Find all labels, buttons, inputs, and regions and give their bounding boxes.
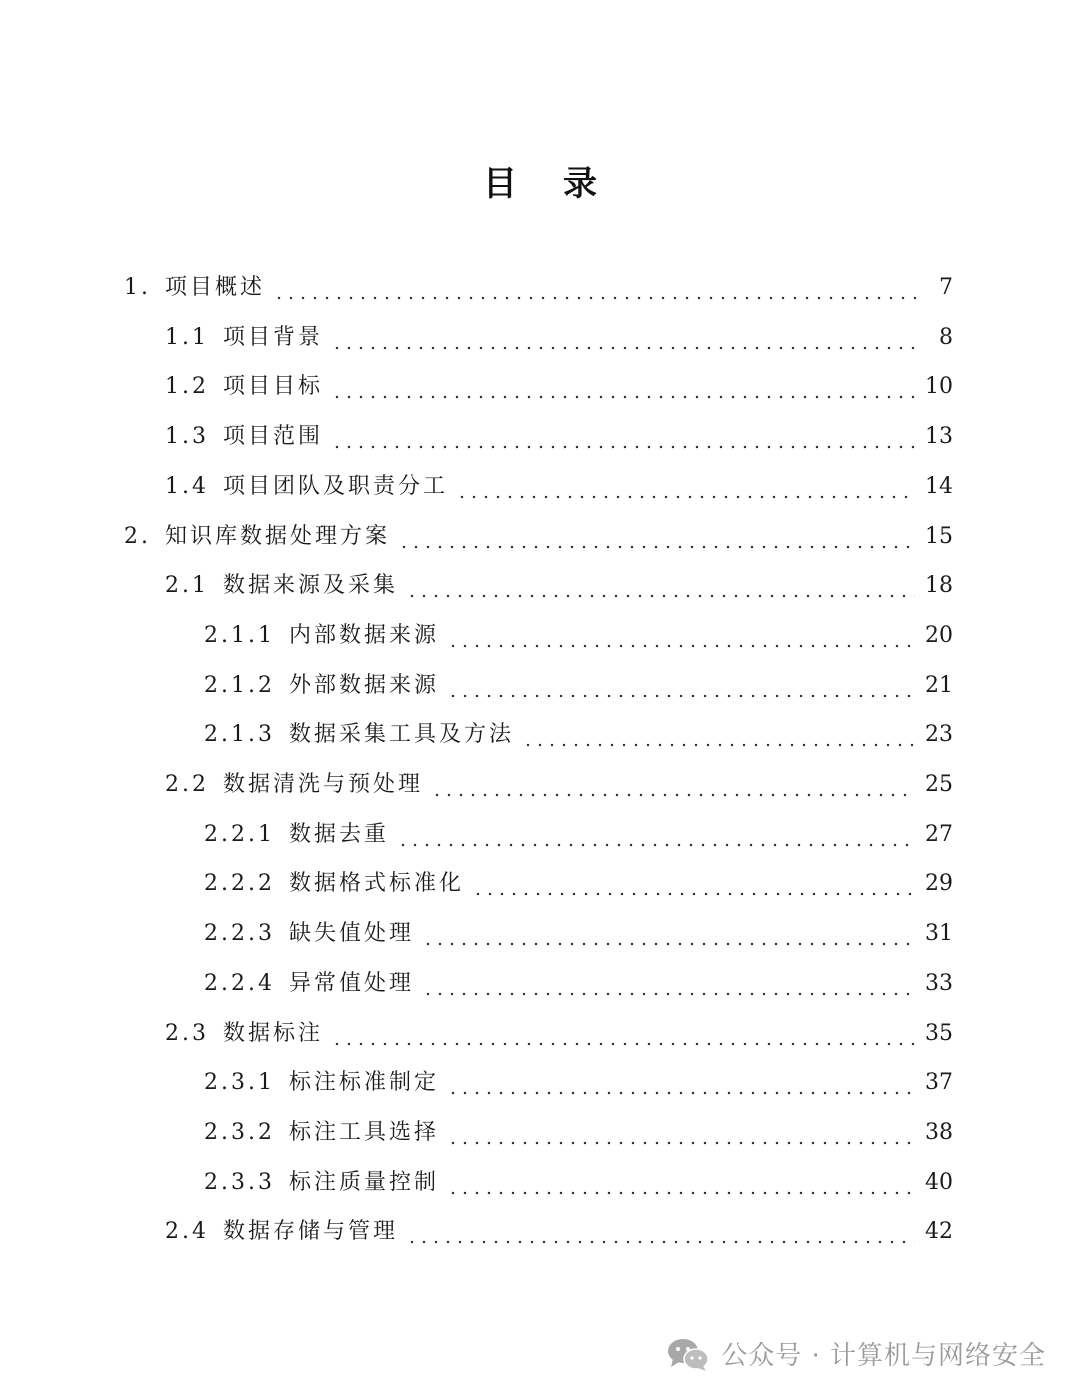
toc-entry-page: 42 [925, 1219, 953, 1245]
toc-entry-page: 21 [925, 672, 953, 698]
toc-dot-leader [422, 942, 915, 946]
toc-dot-leader [398, 545, 915, 549]
toc-dot-leader [331, 1042, 915, 1046]
toc-entry-page: 31 [925, 921, 953, 947]
toc-entry[interactable] [165, 1212, 953, 1252]
toc-dot-leader [447, 644, 915, 648]
toc-dot-leader [447, 1191, 915, 1195]
toc-entry-label: 数据去重 [288, 821, 389, 847]
toc-entry-page: 7 [939, 275, 953, 300]
toc-dot-leader [406, 1240, 915, 1244]
toc-entry[interactable] [204, 1063, 953, 1103]
toc-dot-leader [406, 594, 915, 598]
toc-entry-label: 标注标准制定 [288, 1070, 439, 1096]
toc-entry[interactable] [204, 1113, 953, 1153]
toc-entry-number: 1.2 [165, 374, 209, 400]
toc-entry-page: 8 [939, 324, 953, 350]
toc-entry-number: 1.4 [165, 473, 209, 499]
watermark [667, 1335, 1046, 1372]
toc-entry-page: 13 [925, 424, 953, 450]
toc-entry-label: 数据来源及采集 [223, 573, 399, 599]
toc-entry-number: 2.3.1 [204, 1070, 275, 1096]
toc-entry-page: 10 [925, 374, 953, 400]
toc-entry[interactable] [165, 566, 953, 606]
toc-entry-number: 2.2.4 [204, 970, 275, 996]
toc-entry-number: 2.1.2 [204, 672, 275, 698]
toc-dot-leader [456, 495, 915, 499]
toc-dot-leader [331, 395, 915, 399]
toc-dot-leader [397, 843, 915, 847]
toc-entry[interactable] [165, 765, 953, 805]
toc-entry-number: 2.2.3 [204, 921, 275, 947]
toc-entry[interactable] [204, 815, 953, 855]
toc-entry-label: 标注工具选择 [288, 1119, 439, 1145]
toc-entry[interactable] [204, 1163, 953, 1203]
toc-entry[interactable] [204, 715, 953, 755]
toc-entry-number: 2.1.3 [204, 722, 275, 748]
toc-entry-number: 2.2 [165, 772, 209, 797]
toc-entry[interactable] [165, 467, 953, 507]
toc-entry-page: 23 [925, 722, 953, 748]
toc-entry-number: 2.2.1 [204, 821, 275, 847]
toc-entry-number: 2.4 [165, 1219, 209, 1245]
toc-entry-number: 2.3 [165, 1020, 209, 1046]
toc-entry-page: 27 [925, 821, 953, 847]
toc-entry-label: 数据采集工具及方法 [288, 722, 514, 748]
toc-entry-label: 标注质量控制 [288, 1169, 439, 1195]
toc-entry-label: 数据存储与管理 [223, 1219, 399, 1245]
page-title: 目录 [483, 164, 643, 204]
toc-entry[interactable] [165, 1014, 953, 1054]
toc-entry-page: 20 [925, 622, 953, 648]
toc-entry[interactable] [204, 616, 953, 656]
toc-dot-leader [447, 1091, 915, 1095]
toc-entry-page: 14 [925, 473, 953, 499]
toc-entry-page: 40 [925, 1169, 953, 1195]
toc-entry-page: 15 [925, 523, 953, 549]
wechat-icon [667, 1337, 709, 1371]
watermark-text: 公众号 · 计算机与网络安全 [721, 1341, 1046, 1371]
toc-entry-label: 缺失值处理 [288, 921, 414, 947]
toc-entry-page: 37 [925, 1070, 953, 1096]
toc-entry-label: 项目背景 [223, 324, 324, 350]
toc-dot-leader [422, 992, 915, 996]
toc-entry-page: 35 [925, 1020, 953, 1046]
toc-entry-number: 1. [124, 275, 151, 300]
toc-entry-label: 数据格式标准化 [288, 871, 464, 897]
toc-entry-page: 33 [925, 970, 953, 996]
toc-entry-label: 项目范围 [223, 424, 324, 450]
toc-entry[interactable] [204, 964, 953, 1004]
toc-entry[interactable] [124, 268, 953, 308]
toc-dot-leader [472, 892, 915, 896]
toc-entry[interactable] [165, 417, 953, 457]
toc-entry[interactable] [124, 517, 953, 557]
toc-entry-label: 数据清洗与预处理 [223, 772, 424, 797]
toc-entry-page: 18 [925, 573, 953, 599]
toc-entry[interactable] [204, 864, 953, 904]
toc-entry-number: 2. [124, 523, 151, 549]
toc-entry-number: 1.3 [165, 424, 209, 450]
toc-entry-number: 2.1.1 [204, 622, 275, 648]
toc-entry-label: 外部数据来源 [288, 672, 439, 698]
toc-entry-label: 数据标注 [223, 1020, 324, 1046]
toc-entry-page: 38 [925, 1119, 953, 1145]
toc-entry[interactable] [165, 367, 953, 407]
toc-entry-label: 知识库数据处理方案 [165, 523, 391, 549]
toc-entry-label: 项目团队及职责分工 [223, 473, 449, 499]
toc-dot-leader [331, 346, 919, 350]
toc-dot-leader [273, 296, 919, 300]
toc-entry-number: 2.3.2 [204, 1119, 275, 1145]
toc-dot-leader [431, 793, 915, 797]
toc-entry-number: 2.1 [165, 573, 209, 599]
toc-dot-leader [331, 445, 915, 449]
toc-dot-leader [447, 694, 915, 698]
toc-dot-leader [522, 743, 915, 747]
toc-entry[interactable] [204, 914, 953, 954]
toc-entry-label: 项目概述 [165, 275, 266, 300]
toc-entry-page: 29 [925, 871, 953, 897]
toc-entry[interactable] [204, 666, 953, 706]
toc-entry-number: 2.2.2 [204, 871, 275, 897]
toc-entry-label: 项目目标 [223, 374, 324, 400]
toc-entry[interactable] [165, 318, 953, 358]
toc-entry-label: 异常值处理 [288, 970, 414, 996]
toc-entry-page: 25 [925, 772, 953, 797]
toc-entry-number: 2.3.3 [204, 1169, 275, 1195]
toc-entry-label: 内部数据来源 [288, 622, 439, 648]
toc-dot-leader [447, 1141, 915, 1145]
toc-entry-number: 1.1 [165, 324, 209, 350]
